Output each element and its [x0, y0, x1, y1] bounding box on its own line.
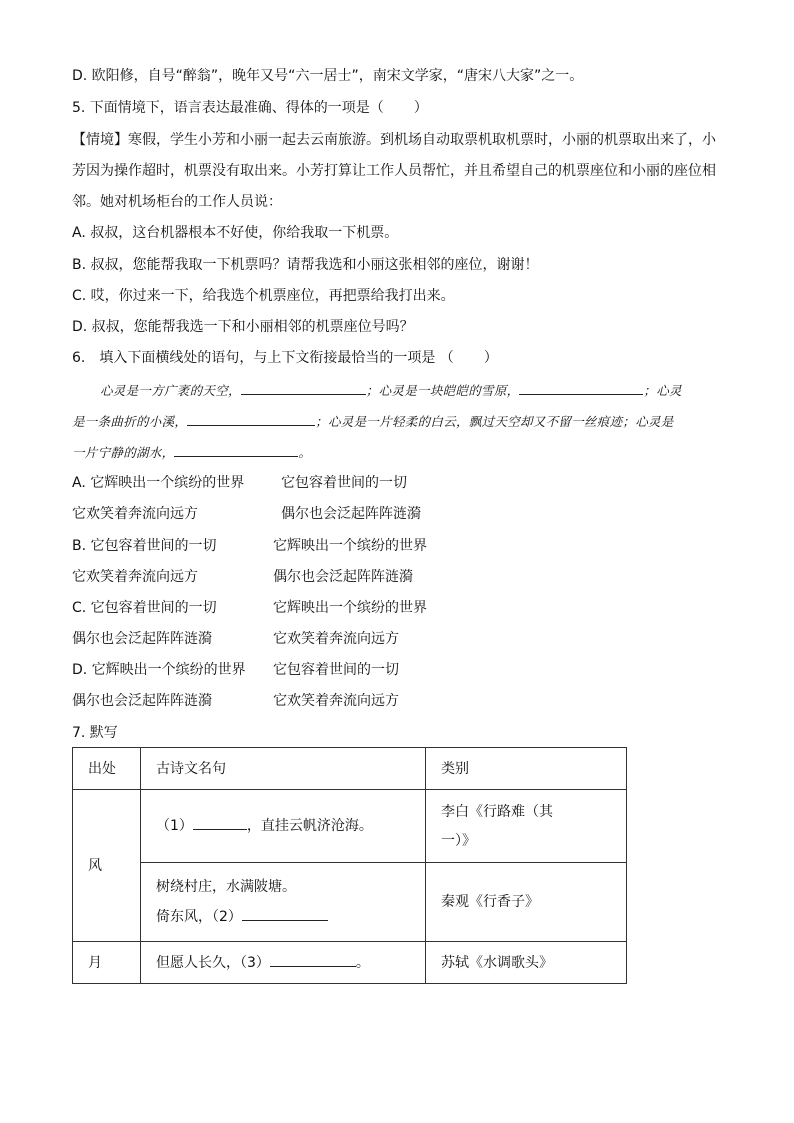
q6-option-a-row2: 它欢笑着奔流向远方 — [72, 506, 198, 522]
cell-source-1 — [426, 790, 627, 863]
cell-line-2 — [141, 863, 426, 942]
cell-category-wind: 风 — [73, 790, 141, 942]
line-prefix: 但愿人长久，（3） — [156, 954, 270, 971]
q5-option-a: A. 叔叔，这台机器根本不好使，你给我取一下机票。 — [72, 225, 399, 241]
q6-option-b-row2-right: 偶尔也会泛起阵阵涟漪 — [273, 569, 413, 585]
table-header-row — [73, 748, 627, 790]
line-prefix: 倚东风，（2） — [156, 909, 242, 925]
q5-option-d: D. 叔叔，您能帮我选一下和小丽相邻的机票座位号吗？ — [72, 319, 414, 335]
table-row — [73, 942, 627, 984]
q4-option-d: D. 欧阳修，自号“醉翁”，晚年又号“六一居士”，南宋文学家，“唐宋八大家”之一。 — [72, 68, 584, 84]
q6-option-d-row2: 偶尔也会泛起阵阵涟漪 — [72, 693, 212, 709]
table-row — [73, 790, 627, 863]
header-category: 类别 — [426, 748, 627, 790]
q5-option-c: C. 哎，你过来一下，给我选个机票座位，再把票给我打出来。 — [72, 288, 455, 304]
header-source: 出处 — [73, 748, 141, 790]
q6-option-c-row1-right: 它辉映出一个缤纷的世界 — [273, 600, 427, 616]
answer-blank-3[interactable] — [270, 952, 356, 967]
passage-text: ；心灵是一块皑皑的雪原， — [365, 383, 520, 398]
q6-option-d-row1-right: 它包容着世间的一切 — [273, 662, 399, 678]
answer-blank-2[interactable] — [242, 906, 328, 921]
header-lines: 古诗文名句 — [141, 748, 426, 790]
q6-option-a-row1: A. 它辉映出一个缤纷的世界 — [72, 475, 245, 491]
q6-option-c-row2-right: 它欢笑着奔流向远方 — [273, 631, 399, 647]
q6-option-d-row1: D. 它辉映出一个缤纷的世界 — [72, 662, 246, 678]
line-suffix: 。 — [355, 954, 370, 971]
line-prefix: （1） — [156, 818, 193, 834]
q6-passage-line3 — [72, 442, 311, 463]
cell-line-1 — [141, 790, 426, 863]
line-text: 树绕村庄，水满陂塘。 — [156, 879, 296, 895]
cell-line-3 — [141, 942, 426, 984]
passage-text: 一片宁静的湖水， — [72, 445, 175, 460]
source-text: 李白《行路难（其 — [441, 803, 553, 820]
q6-stem — [72, 348, 498, 368]
source-text: 一）》 — [441, 832, 476, 849]
q6-paren-close: ） — [483, 350, 498, 366]
q6-option-b-row1-right: 它辉映出一个缤纷的世界 — [273, 538, 427, 554]
q6-option-d-row2-right: 它欢笑着奔流向远方 — [273, 693, 399, 709]
q5-stem — [72, 98, 428, 118]
q6-option-a-row2-right: 偶尔也会泛起阵阵涟漪 — [281, 506, 421, 522]
passage-text: 心灵是一方广袤的天空， — [100, 383, 241, 398]
fill-blank-3[interactable] — [187, 411, 315, 426]
answer-blank-1[interactable] — [193, 815, 247, 830]
fill-blank-4[interactable] — [174, 442, 298, 457]
q6-passage-line1 — [100, 380, 682, 401]
q6-option-c-row1: C. 它包容着世间的一切 — [72, 600, 217, 616]
table-row — [73, 863, 627, 942]
q5-paren-close: ） — [413, 100, 428, 116]
dictation-table — [72, 747, 627, 984]
q6-option-c-row2: 偶尔也会泛起阵阵涟漪 — [72, 631, 212, 647]
q7-title: 7. 默写 — [72, 725, 118, 741]
q5-option-b: B. 叔叔，您能帮我取一下机票吗？请帮我选和小丽这张相邻的座位，谢谢！ — [72, 257, 539, 273]
passage-text: 是一条曲折的小溪， — [72, 414, 188, 429]
fill-blank-2[interactable] — [519, 380, 643, 395]
q6-option-b-row1: B. 它包容着世间的一切 — [72, 538, 217, 554]
q6-option-b-row2: 它欢笑着奔流向远方 — [72, 569, 198, 585]
q5-stem-text: 5. 下面情境下，语言表达最准确、得体的一项是（ — [72, 100, 384, 116]
q5-context-line1: 【情境】寒假，学生小芳和小丽一起去云南旅游。到机场自动取票机取机票时，小丽的机票取出来了，小 — [72, 132, 716, 148]
cell-source-2: 秦观《行香子》 — [426, 863, 627, 942]
passage-text: ；心灵是一片轻柔的白云，飘过天空却又不留一丝痕迹；心灵是 — [315, 414, 674, 429]
cell-source-3: 苏轼《水调歌头》 — [426, 942, 627, 984]
line-suffix: ，直挂云帆济沧海。 — [246, 818, 373, 834]
q6-stem-text: 6. 填入下面横线处的语句，与上下文衔接最恰当的一项是 （ — [72, 350, 454, 366]
cell-category-moon: 月 — [73, 942, 141, 984]
passage-text: 。 — [298, 445, 312, 460]
q6-option-a-row1-right: 它包容着世间的一切 — [281, 475, 407, 491]
passage-text: ；心灵 — [643, 383, 682, 398]
q5-context-line3: 邻。她对机场柜台的工作人员说： — [72, 194, 282, 210]
q6-passage-line2 — [72, 411, 674, 432]
q5-context-line2: 芳因为操作超时，机票没有取出来。小芳打算让工作人员帮忙，并且希望自己的机票座位和小丽的座位相 — [72, 163, 716, 179]
fill-blank-1[interactable] — [241, 380, 366, 395]
